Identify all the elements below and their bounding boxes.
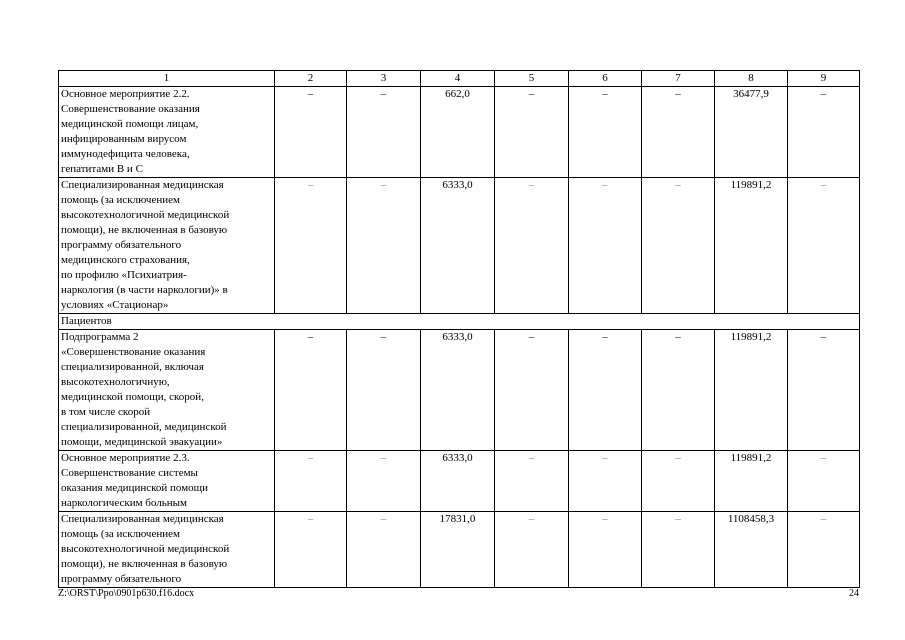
col-header-4: 4 <box>421 71 495 87</box>
table-row <box>59 512 860 588</box>
cell-col8: 119891,2 <box>715 451 788 512</box>
cell-col6: – <box>569 87 642 178</box>
cell-col9: – <box>788 451 860 512</box>
cell-col7: – <box>642 330 715 451</box>
table-row <box>59 330 860 451</box>
cell-col7: – <box>642 178 715 314</box>
col-header-2: 2 <box>275 71 347 87</box>
cell-col4: 17831,0 <box>421 512 495 588</box>
row-label: Основное мероприятие 2.2. Совершенствование оказания медицинской помощи лицам, инфицированным вирусом иммунодефицита человека, гепатитами B и C <box>59 87 275 178</box>
footer-file-path: Z:\ORST\Ppo\0901p630.f16.docx <box>58 588 195 599</box>
cell-col4: 6333,0 <box>421 178 495 314</box>
row-label: Специализированная медицинская помощь (за исключением высокотехнологичной медицинской помощи), не включенная в базовую программу обязательного <box>59 512 275 588</box>
cell-col3: – <box>347 451 421 512</box>
cell-col6: – <box>569 451 642 512</box>
cell-col5: – <box>495 451 569 512</box>
cell-col9: – <box>788 512 860 588</box>
table-row <box>59 178 860 314</box>
cell-col5: – <box>495 512 569 588</box>
cell-col4: 662,0 <box>421 87 495 178</box>
cell-col6: – <box>569 330 642 451</box>
col-header-9: 9 <box>788 71 860 87</box>
cell-col4: 6333,0 <box>421 451 495 512</box>
cell-col5: – <box>495 87 569 178</box>
cell-col6: – <box>569 178 642 314</box>
table-row <box>59 87 860 178</box>
cell-col4: 6333,0 <box>421 330 495 451</box>
cell-col8: 119891,2 <box>715 330 788 451</box>
cell-col9: – <box>788 87 860 178</box>
cell-col3: – <box>347 178 421 314</box>
row-label: Подпрограмма 2 «Совершенствование оказания специализированной, включая высокотехнологичную, медицинской помощи, скорой, в том числе скорой специализированной, медицинской помощи, медицинской эвакуации» <box>59 330 275 451</box>
row-label: Специализированная медицинская помощь (за исключением высокотехнологичной медицинской помощи), не включенная в базовую программу обязательного медицинского страхования, по профилю «Психиатрия- наркология (в части наркологии)» в условиях «Стационар» <box>59 178 275 314</box>
cell-col7: – <box>642 451 715 512</box>
cell-col2: – <box>275 178 347 314</box>
cell-col2: – <box>275 87 347 178</box>
cell-col2: – <box>275 451 347 512</box>
cell-col3: – <box>347 512 421 588</box>
cell-col5: – <box>495 330 569 451</box>
col-header-3: 3 <box>347 71 421 87</box>
cell-col2: – <box>275 330 347 451</box>
col-header-1: 1 <box>59 71 275 87</box>
cell-col8: 1108458,3 <box>715 512 788 588</box>
cell-col7: – <box>642 512 715 588</box>
page-number: 24 <box>849 588 859 599</box>
row-label: Основное мероприятие 2.3. Совершенствование системы оказания медицинской помощи наркологическим больным <box>59 451 275 512</box>
col-header-7: 7 <box>642 71 715 87</box>
table-span-row <box>59 314 860 330</box>
col-header-5: 5 <box>495 71 569 87</box>
cell-col3: – <box>347 330 421 451</box>
cell-col2: – <box>275 512 347 588</box>
cell-col3: – <box>347 87 421 178</box>
data-table <box>58 70 860 588</box>
page-footer <box>58 588 859 602</box>
table-header-row <box>59 71 860 87</box>
cell-col8: 36477,9 <box>715 87 788 178</box>
cell-col9: – <box>788 178 860 314</box>
span-row-label: Пациентов <box>59 314 860 330</box>
col-header-8: 8 <box>715 71 788 87</box>
cell-col8: 119891,2 <box>715 178 788 314</box>
table-row <box>59 451 860 512</box>
cell-col7: – <box>642 87 715 178</box>
cell-col5: – <box>495 178 569 314</box>
cell-col6: – <box>569 512 642 588</box>
col-header-6: 6 <box>569 71 642 87</box>
cell-col9: – <box>788 330 860 451</box>
